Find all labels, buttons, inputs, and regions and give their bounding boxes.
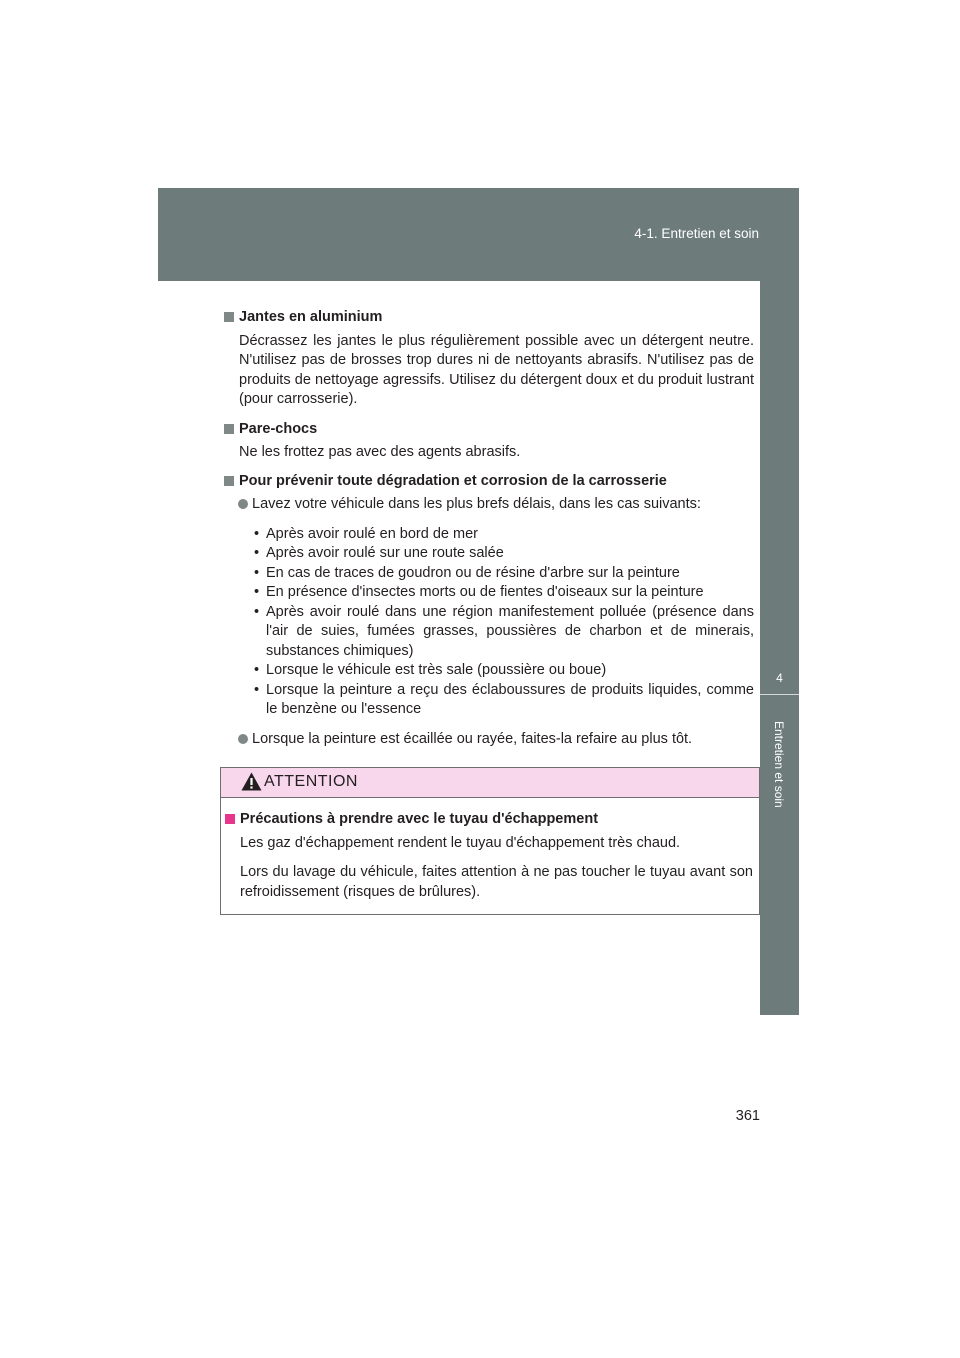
main-content (224, 308, 754, 759)
dot-bullet-icon: • (254, 545, 260, 561)
warning-paragraph: Lors du lavage du véhicule, faites attention à ne pas toucher le tuyau avant son refroidissement (risques de brûlures). (240, 864, 753, 900)
list-item (224, 544, 754, 564)
list-item (224, 730, 754, 750)
warning-box (220, 767, 760, 915)
list-item (224, 525, 754, 545)
list-item-text: En présence d'insectes morts ou de fientes d'oiseaux sur la peinture (266, 584, 704, 600)
list-item-text: Après avoir roulé sur une route salée (266, 545, 504, 561)
chapter-number: 4 (776, 671, 783, 685)
heading-jantes (224, 308, 754, 328)
heading-text: Précautions à prendre avec le tuyau d'échappement (240, 811, 599, 827)
page-number: 361 (735, 1108, 760, 1124)
chapter-tab (760, 281, 799, 1015)
square-bullet-icon (224, 312, 234, 322)
paragraph-parechocs: Ne les frottez pas avec des agents abrasifs. (239, 444, 521, 460)
square-bullet-icon (224, 424, 234, 434)
list-item-text: Lavez votre véhicule dans les plus brefs délais, dans les cas suivants: (252, 496, 701, 512)
bullet-list (224, 525, 754, 720)
chapter-label: Entretien et soin (772, 721, 786, 808)
page-header (158, 188, 799, 281)
list-item-text: Après avoir roulé dans une région manifestement polluée (présence dans l'air de suies, fumées grasses, poussières de charbon et de minerais, substances chimiques) (266, 603, 754, 659)
square-bullet-icon (224, 476, 234, 486)
warning-body (221, 798, 759, 902)
heading-parechocs (224, 420, 754, 440)
dot-bullet-icon: • (254, 662, 260, 678)
chapter-divider (760, 694, 799, 695)
warning-title: ATTENTION (264, 773, 358, 790)
heading-text: Pour prévenir toute dégradation et corrosion de la carrosserie (239, 472, 667, 489)
heading-text: Pare-chocs (239, 420, 318, 437)
square-bullet-icon (225, 814, 235, 824)
list-item-text: Lorsque la peinture a reçu des éclaboussures de produits liquides, comme le benzène ou l'essence (266, 681, 754, 717)
dot-bullet-icon: • (254, 564, 260, 581)
list-item (224, 603, 754, 662)
dot-bullet-icon: • (254, 584, 260, 600)
warning-paragraph: Les gaz d'échappement rendent le tuyau d'échappement très chaud. (240, 834, 681, 851)
paragraph-jantes: Décrassez les jantes le plus régulièrement possible avec un détergent neutre. N'utilisez pas de brosses trop dures ni de nettoyants abrasifs. N'utilisez pas de produits de nettoyage agressifs. Utilisez du détergent doux et du produit lustrant (pour carrosserie). (239, 332, 754, 407)
warning-header (221, 768, 759, 798)
circle-bullet-icon (238, 734, 248, 744)
list-item (224, 681, 754, 720)
warning-triangle-icon (241, 772, 262, 791)
heading-text: Jantes en aluminium (239, 309, 383, 325)
heading-prevention (224, 472, 754, 492)
dot-bullet-icon: • (254, 681, 260, 698)
list-item (224, 495, 754, 515)
list-item (224, 661, 754, 681)
circle-bullet-icon (238, 499, 248, 509)
dot-bullet-icon: • (254, 525, 260, 542)
list-item (224, 583, 754, 603)
list-item-text: Lorsque le véhicule est très sale (poussière ou boue) (266, 662, 607, 678)
list-item (224, 564, 754, 584)
dot-bullet-icon: • (254, 603, 260, 620)
list-item-text: Après avoir roulé en bord de mer (266, 525, 478, 542)
list-item-text: Lorsque la peinture est écaillée ou rayée, faites-la refaire au plus tôt. (252, 730, 693, 747)
warning-heading (225, 810, 753, 830)
list-item-text: En cas de traces de goudron ou de résine d'arbre sur la peinture (266, 564, 680, 581)
section-title: 4-1. Entretien et soin (634, 226, 759, 241)
